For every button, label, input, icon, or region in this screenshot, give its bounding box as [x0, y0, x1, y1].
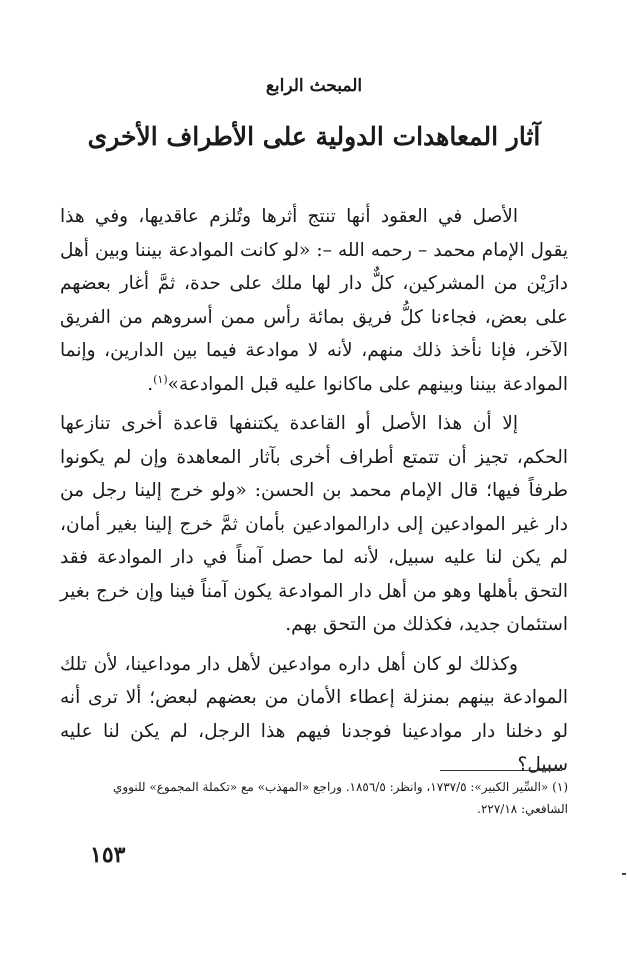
- paragraph-text: إلا أن هذا الأصل أو القاعدة يكتنفها قاعدة أخرى تنازعها الحكم، تجيز أن تتمتع أطراف أخرى بآثار المعاهدة وإن لم يكونوا طرفاً فيها؛ قال الإمام محمد بن الحسن: «ولو خرج إلينا رجل من دار غير الموادعين إلى دارالموادعين بأمان ثمَّ خرج إلينا بغير أمان، لم يكن لنا عليه سبيل، لأنه لما حصل آمناً في دار الموادعة فقد التحق بأهلها وهو من أهل دار الموادعة يكون آمناً فينا وإن خرج بغير استئمان جديد، فكذلك من التحق بهم.: [60, 413, 568, 635]
- paragraph-end: .: [147, 373, 154, 395]
- footnotes: [60, 776, 568, 820]
- paragraph: [60, 200, 568, 401]
- page-number: ١٥٣: [90, 842, 126, 868]
- footnote-line: الشافعي: ٢٢٧/١٨.: [477, 802, 568, 816]
- footnote-divider: [440, 770, 562, 771]
- footnote-reference[interactable]: (١): [153, 372, 168, 386]
- body-text: [60, 200, 568, 788]
- section-label: المبحث الرابع: [265, 76, 363, 96]
- paragraph-text: وكذلك لو كان أهل داره موادعين لأهل دار موداعينا، لأن تلك الموادعة بينهم بمنزلة إعطاء الأمان من بعضهم لبعض؛ ألا ترى أنه لو دخلنا دار موادعينا فوجدنا فيهم هذا الرجل، لم يكن لنا عليه سبيل؟: [60, 653, 568, 775]
- paragraph-text: الأصل في العقود أنها تنتج أثرها وتُلزم عاقديها، وفي هذا يقول الإمام محمد – رحمه الله –: «لو كانت الموادعة بيننا وبين أهل دارَيْن من المشركين، كلٌّ دار لها ملك على حدة، ثمَّ أغار بعضهم على بعض، فجاءنا كلُّ فريق بمائة رأس ممن أسروهم من الفريق الآخر، فإنا نأخذ ذلك منهم، لأنه لا موادعة فيما بين الدارين، وإنما الموادعة بيننا وبينهم على ماكانوا عليه قبل الموادعة»: [60, 206, 568, 395]
- paragraph: [60, 407, 568, 642]
- footnote-line: (١) «السِّير الكبير»: ١٧٣٧/٥، وانظر: ١٨٥٦/٥. وراجع «المهذب» مع «تكملة المجموع» للنووي: [112, 780, 568, 794]
- scan-edge-mark: [622, 873, 626, 875]
- chapter-title: آثار المعاهدات الدولية على الأطراف الأخرى: [87, 122, 541, 151]
- paragraph: [60, 648, 568, 782]
